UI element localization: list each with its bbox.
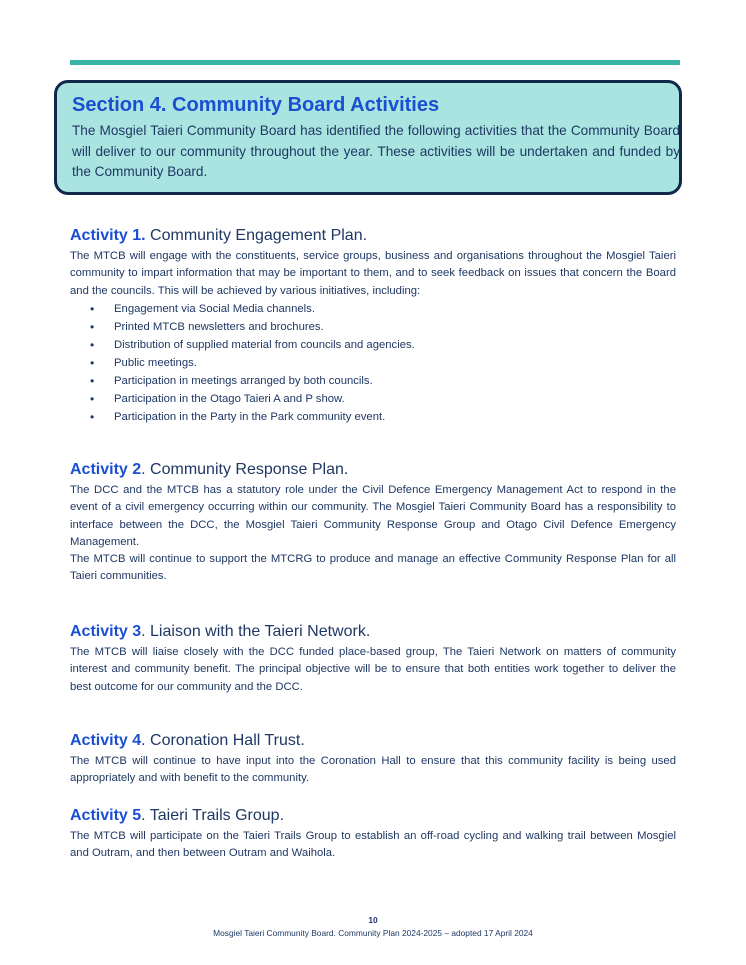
list-item: • Participation in meetings arranged by both councils. <box>70 372 676 390</box>
list-item: • Distribution of supplied material from councils and agencies. <box>70 336 676 354</box>
activity-2 <box>70 461 676 586</box>
activity-3-title: . Liaison with the Taieri Network. <box>141 623 371 640</box>
activity-2-number: Activity 2 <box>70 461 142 478</box>
activity-4-title: . Coronation Hall Trust. <box>141 732 305 749</box>
activity-5-heading <box>70 807 676 825</box>
list-item: • Public meetings. <box>70 354 676 372</box>
activity-3 <box>70 623 676 696</box>
activity-2-heading <box>70 461 676 479</box>
activity-2-paragraph-2: The MTCB will continue to support the MTCRG to produce and manage an effective Community Response Plan for all Taieri communities. <box>70 553 676 583</box>
activity-1-paragraph: The MTCB will engage with the constituents, service groups, business and organisations throughout the Mosgiel Taieri community to impart information that may be important to them, and to seek feedback on issues that concern the Board and the councils. This will be achieved by various initiatives, including: <box>70 250 676 297</box>
top-accent-rule <box>70 60 680 65</box>
activity-1-title: Community Engagement Plan. <box>145 227 368 244</box>
section-header-box <box>54 80 682 195</box>
activity-5-number: Activity 5 <box>70 807 142 824</box>
activity-2-paragraph-1: The DCC and the MTCB has a statutory role under the Civil Defence Emergency Management Act to respond in the event of a civil emergency occurring within our community. The Mosgiel Taieri Community Board has a responsibility to interface between the DCC, the Mosgiel Taieri Community Response Group and Otago Civil Defence Emergency Management. <box>70 484 676 548</box>
page-footer <box>0 914 746 940</box>
section-intro: The Mosgiel Taieri Community Board has identified the following activities that the Community Board will deliver to our community throughout the year. These activities will be undertaken and funded by the Community Board. <box>72 123 680 179</box>
activity-1-bullet-list <box>70 300 676 426</box>
activity-4-number: Activity 4 <box>70 732 142 749</box>
activity-3-number: Activity 3 <box>70 623 142 640</box>
activity-5 <box>70 807 676 863</box>
activity-5-paragraph: The MTCB will participate on the Taieri Trails Group to establish an off-road cycling and walking trail between Mosgiel and Outram, and then between Outram and Waihola. <box>70 830 676 860</box>
activity-3-heading <box>70 623 676 641</box>
list-item: • Engagement via Social Media channels. <box>70 300 676 318</box>
section-title: Section 4. Community Board Activities <box>72 94 440 116</box>
activity-5-title: . Taieri Trails Group. <box>141 807 285 824</box>
list-item: • Printed MTCB newsletters and brochures. <box>70 318 676 336</box>
list-item: • Participation in the Party in the Park community event. <box>70 408 676 426</box>
activity-4-paragraph: The MTCB will continue to have input into the Coronation Hall to ensure that this community facility is being used appropriately and with benefit to the community. <box>70 755 676 785</box>
list-item: • Participation in the Otago Taieri A and P show. <box>70 390 676 408</box>
activity-1-number: Activity 1. <box>70 227 146 244</box>
activity-2-title: . Community Response Plan. <box>141 461 349 478</box>
activity-3-paragraph: The MTCB will liaise closely with the DCC funded place-based group, The Taieri Network on matters of community interest and community benefit. The principal objective will be to ensure that both entities work together to deliver the best outcome for our community and the DCC. <box>70 646 676 693</box>
footer-caption: Mosgiel Taieri Community Board. Community Plan 2024-2025 – adopted 17 April 2024 <box>213 928 533 938</box>
activity-1-heading <box>70 227 676 245</box>
activity-4 <box>70 732 676 788</box>
page-number: 10 <box>368 915 378 925</box>
activity-4-heading <box>70 732 676 750</box>
activity-1 <box>70 227 676 426</box>
